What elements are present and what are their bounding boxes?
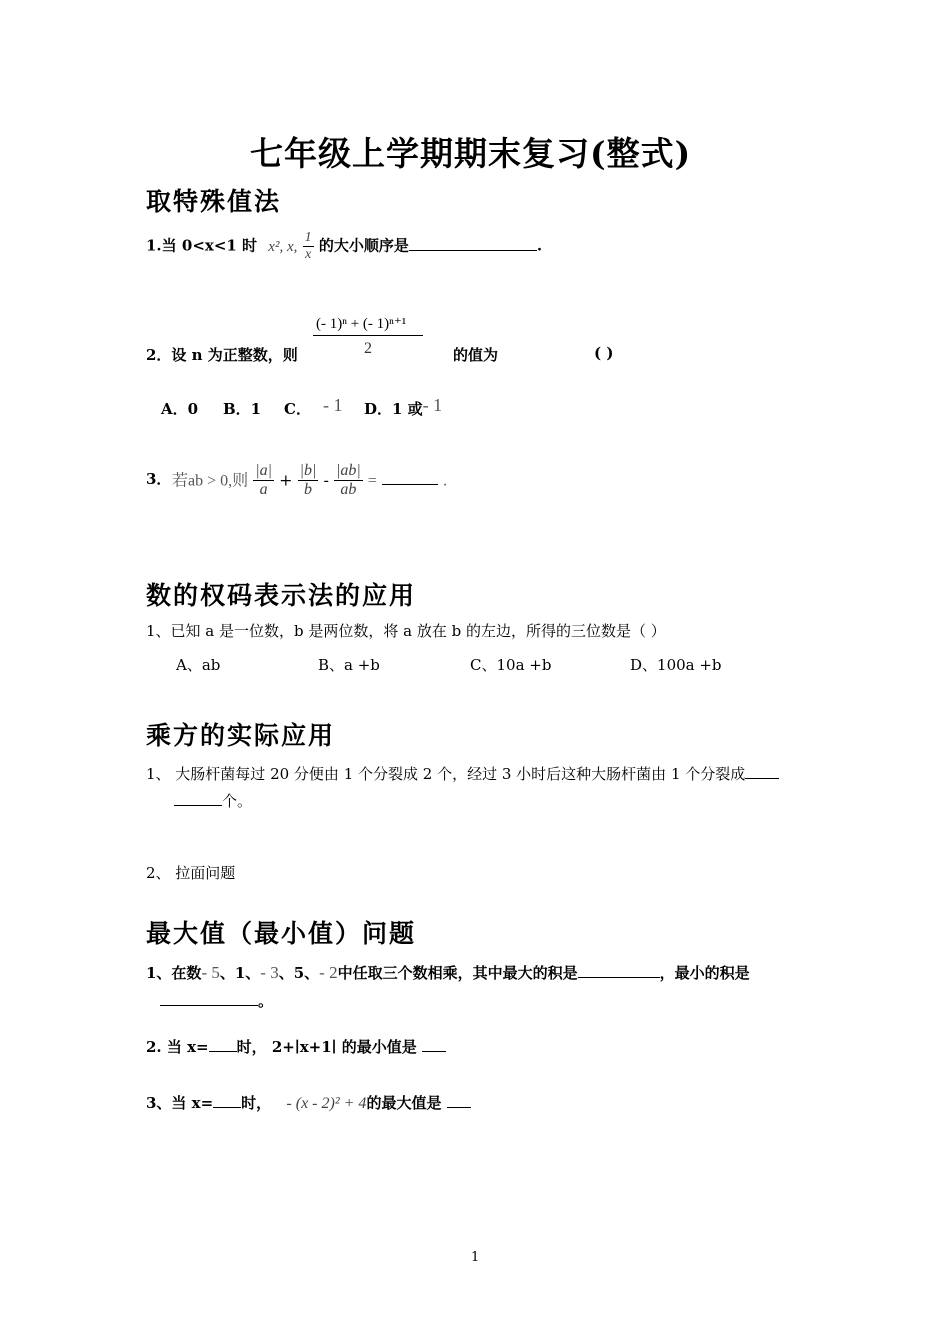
s2-option-d: D、100a +b <box>630 656 722 674</box>
answer-blank <box>578 963 660 978</box>
q2-option-c-label: C． <box>284 400 311 418</box>
q3-f3-num: |ab| <box>334 462 363 481</box>
question-3-1-line2 <box>174 790 252 811</box>
q3-f2-num: |b| <box>298 462 319 481</box>
q4-3-expression: - (x - 2)² + 4 <box>286 1095 367 1112</box>
answer-blank <box>422 1037 446 1052</box>
q4-1-num3: - 2 <box>319 963 338 982</box>
q4-1-text2: ，最小的积是 <box>659 964 750 982</box>
q2-option-d-label: D．1 或 <box>364 400 423 418</box>
q1-suffix: 的大小顺序是 <box>318 236 409 255</box>
q2-frac-numerator: (- 1)ⁿ + (- 1)ⁿ⁺¹ <box>316 316 407 332</box>
section-heading-powers: 乘方的实际应用 <box>146 721 336 750</box>
q1-frac-num: 1 <box>303 230 314 247</box>
q4-1-sep2: 、5、 <box>278 964 320 982</box>
q2-option-a: A．0 <box>161 400 199 418</box>
q3-end: . <box>443 472 448 490</box>
answer-blank <box>409 236 537 251</box>
q1-end: . <box>536 236 543 255</box>
q3-fraction-a <box>253 462 274 500</box>
q2-option-d <box>364 395 443 419</box>
q2-prefix: 2．设 n 为正整数，则 <box>146 346 298 364</box>
q3-f3-den: ab <box>340 481 357 499</box>
question-4-1-line2 <box>160 990 273 1011</box>
answer-blank <box>745 764 779 779</box>
s2-option-c: C、10a +b <box>470 656 552 674</box>
answer-blank <box>213 1093 241 1108</box>
q2-option-b: B．1 <box>223 400 262 418</box>
q4-1-num2: - 3 <box>260 963 279 982</box>
q1-fraction <box>303 230 314 263</box>
page-number: 1 <box>471 1250 480 1265</box>
answer-blank <box>447 1093 471 1108</box>
q3-minus: - <box>323 470 329 490</box>
q3-fraction-b <box>298 462 319 500</box>
question-2-1: 1、已知 a 是一位数，b 是两位数，将 a 放在 b 的左边，所得的三位数是（ ） <box>146 622 666 640</box>
q4-3-text2: 的最大值是 <box>366 1094 442 1112</box>
q4-1-prefix: 1、在数 <box>146 964 202 982</box>
answer-blank <box>209 1037 237 1052</box>
answer-blank <box>174 791 222 806</box>
question-3-1-line1 <box>146 763 779 784</box>
q2-frac-bar <box>313 335 423 336</box>
q2-suffix: 的值为 <box>453 346 499 364</box>
q4-3-text: 时， <box>241 1094 272 1112</box>
answer-blank <box>382 470 438 485</box>
q3-equals: = <box>367 472 377 490</box>
q3-f2-den: b <box>304 481 313 499</box>
q3-plus: + <box>279 470 293 490</box>
page-title: 七年级上学期期末复习(整式) <box>250 134 692 173</box>
q1-expression: x², x, <box>268 238 298 255</box>
q3-fraction-ab <box>334 462 363 500</box>
q3-number: 3． <box>146 470 172 488</box>
question-4-3 <box>146 1092 471 1113</box>
q3-f1-num: |a| <box>253 462 274 481</box>
q4-1-num1: - 5 <box>201 963 220 982</box>
q4-2-text: 时， 2+∣x+1∣ 的最小值是 <box>236 1038 417 1056</box>
question-1-1 <box>146 230 542 263</box>
q2-option-c <box>284 395 343 419</box>
q2-frac-denominator: 2 <box>364 340 372 357</box>
q3-f1-den: a <box>259 481 268 499</box>
q4-1-end: 。 <box>258 992 274 1010</box>
answer-blank <box>160 991 258 1006</box>
q4-3-prefix: 3、当 x= <box>146 1094 214 1112</box>
q1-prefix: 1.当 0<x<1 时 <box>146 236 258 255</box>
question-1-3 <box>172 462 447 500</box>
q1-frac-den: x <box>304 247 312 263</box>
section-heading-special-values: 取特殊值法 <box>146 187 282 216</box>
q2-answer-paren: ( ) <box>594 344 614 362</box>
s2-option-a: A、ab <box>176 656 221 674</box>
question-3-2: 2、 拉面问题 <box>146 864 236 882</box>
q2-option-d-value: - 1 <box>422 395 443 415</box>
q3-1-text: 1、 大肠杆菌每过 20 分便由 1 个分裂成 2 个，经过 3 小时后这种大肠杆菌由 1 个分裂成 <box>146 765 746 783</box>
section-heading-max-min: 最大值（最小值）问题 <box>146 919 417 948</box>
q4-1-text: 中任取三个数相乘，其中最大的积是 <box>337 964 578 982</box>
q3-1-end: 个。 <box>222 792 253 810</box>
q4-2-prefix: 2. 当 x= <box>146 1038 209 1056</box>
question-4-1 <box>146 962 750 983</box>
q2-option-c-value: - 1 <box>322 395 343 415</box>
q3-condition: 若ab > 0,则 <box>172 472 249 490</box>
q4-1-sep1: 、1、 <box>219 964 261 982</box>
s2-option-b: B、a +b <box>318 656 380 674</box>
question-4-2 <box>146 1036 446 1057</box>
section-heading-place-value: 数的权码表示法的应用 <box>146 581 417 610</box>
